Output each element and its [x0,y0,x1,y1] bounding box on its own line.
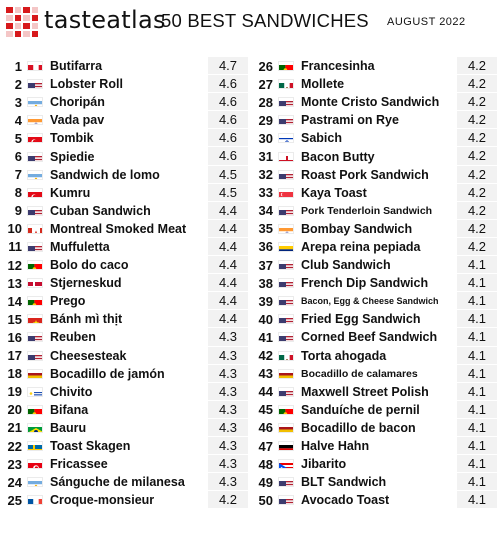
rating-score: 4.1 [457,473,497,491]
list-item [0,419,248,437]
rating-score: 4.2 [457,57,497,75]
sandwich-name: Sandwich de lomo [50,167,160,182]
sandwich-name: Bocadillo de jamón [50,366,165,381]
rank-number: 37 [258,257,273,273]
list-item [251,274,497,292]
list-item [251,256,497,274]
header [0,0,497,46]
list-item [251,166,497,184]
flag-peru-icon [27,61,43,71]
rank-number: 22 [7,438,22,454]
list-item [0,147,248,165]
sandwich-name: French Dip Sandwich [301,276,429,291]
rating-score: 4.1 [457,491,497,509]
sandwich-name: Kumru [50,185,91,200]
flag-usa-icon [278,332,294,342]
flag-portugal-icon [278,61,294,71]
flag-usa-icon [278,260,294,270]
rating-score: 4.2 [208,491,248,509]
page-title: 50 BEST SANDWICHES [161,10,369,31]
list-item [251,147,497,165]
ranking-list-left [0,57,248,509]
list-item [0,75,248,93]
flag-mexico-icon [278,79,294,89]
flag-singapore-icon [278,188,294,198]
rating-score: 4.3 [208,328,248,346]
flag-turkey-icon [27,133,43,143]
sandwich-name: Bánh mì thịt [50,312,123,327]
rank-number: 23 [7,456,22,472]
list-item [251,328,497,346]
rating-score: 4.2 [457,147,497,165]
sandwich-name: Stjerneskud [50,276,122,291]
list-item [251,455,497,473]
sandwich-name: Reuben [50,330,96,345]
list-item [0,310,248,328]
rank-number: 25 [7,492,22,508]
sandwich-name: Bocadillo de calamares [301,367,418,380]
list-item [0,166,248,184]
sandwich-name: Choripán [50,95,105,110]
sandwich-name: Chivito [50,384,93,399]
sandwich-name: Toast Skagen [50,439,131,454]
flag-spain-icon [27,369,43,379]
sandwich-name: Bocadillo de bacon [301,420,416,435]
flag-israel-icon [278,133,294,143]
tasteatlas-logo-icon [6,7,38,37]
sandwich-name: Mollete [301,77,345,92]
rank-number: 6 [14,149,22,165]
sandwich-name: Torta ahogada [301,348,387,363]
sandwich-name: Pork Tenderloin Sandwich [301,204,433,217]
flag-india-icon [278,224,294,234]
rank-number: 19 [7,384,22,400]
rating-score: 4.2 [457,129,497,147]
sandwich-name: Cheesesteak [50,348,127,363]
list-item [0,347,248,365]
rank-number: 15 [7,311,22,327]
rating-score: 4.4 [208,274,248,292]
list-item [0,111,248,129]
flag-uruguay-icon [27,387,43,397]
rank-number: 44 [258,384,273,400]
rating-score: 4.4 [208,202,248,220]
flag-usa-icon [27,332,43,342]
list-item [251,437,497,455]
rank-number: 40 [258,311,273,327]
sandwich-name: Kaya Toast [301,185,367,200]
sandwich-name: Sabich [301,131,342,146]
sandwich-name: Maxwell Street Polish [301,384,429,399]
rating-score: 4.3 [208,365,248,383]
list-item [251,75,497,93]
list-item [251,491,497,509]
sandwich-name: Lobster Roll [50,77,123,92]
list-item [251,220,497,238]
flag-usa-icon [278,206,294,216]
rank-number: 47 [258,438,273,454]
flag-portugal-icon [278,405,294,415]
flag-usa-icon [27,206,43,216]
sandwich-name: Bacon, Egg & Cheese Sandwich [301,296,439,307]
rank-number: 17 [7,348,22,364]
rating-score: 4.5 [208,166,248,184]
sandwich-name: Muffuletta [50,239,110,254]
list-item [251,292,497,310]
rank-number: 32 [258,167,273,183]
flag-vietnam-icon [27,314,43,324]
flag-mexico-icon [278,351,294,361]
rank-number: 43 [258,366,273,382]
sandwich-name: Croque-monsieur [50,493,155,508]
list-item [0,256,248,274]
list-item [251,184,497,202]
rating-score: 4.7 [208,57,248,75]
rating-score: 4.2 [457,111,497,129]
list-item [251,202,497,220]
flag-usa-icon [278,115,294,125]
rating-score: 4.1 [457,365,497,383]
flag-usa-icon [278,296,294,306]
rank-number: 21 [7,420,22,436]
sandwich-name: Avocado Toast [301,493,390,508]
flag-spain-icon [278,423,294,433]
rating-score: 4.2 [457,75,497,93]
list-item [0,365,248,383]
rank-number: 9 [14,203,22,219]
rating-score: 4.1 [457,256,497,274]
rank-number: 49 [258,474,273,490]
flag-germany-icon [278,441,294,451]
flag-portugal-icon [27,405,43,415]
rank-number: 18 [7,366,22,382]
rating-score: 4.4 [208,220,248,238]
rating-score: 4.2 [457,220,497,238]
rank-number: 1 [14,58,22,74]
rating-score: 4.3 [208,437,248,455]
sandwich-name: Prego [50,294,86,309]
flag-brazil-icon [27,423,43,433]
list-item [0,202,248,220]
sandwich-name: Bifana [50,402,89,417]
rating-score: 4.3 [208,401,248,419]
ranking-list-right [251,57,497,509]
list-item [251,401,497,419]
flag-france-icon [27,495,43,505]
rank-number: 8 [14,185,22,201]
rank-number: 4 [14,112,22,128]
flag-usa-icon [278,387,294,397]
flag-england-icon [278,152,294,162]
sandwich-name: Club Sandwich [301,258,391,273]
flag-usa-icon [278,170,294,180]
sandwich-name: Fricassee [50,457,108,472]
sandwich-name: Halve Hahn [301,439,370,454]
flag-portugal-icon [27,296,43,306]
rating-score: 4.1 [457,347,497,365]
flag-usa-icon [27,351,43,361]
list-item [0,491,248,509]
sandwich-name: Jibarito [301,457,347,472]
list-item [0,274,248,292]
list-item [0,383,248,401]
rank-number: 5 [14,130,22,146]
flag-usa-icon [278,495,294,505]
list-item [0,184,248,202]
rank-number: 27 [258,76,273,92]
rank-number: 20 [7,402,22,418]
list-item [0,93,248,111]
list-item [251,365,497,383]
rating-score: 4.1 [457,401,497,419]
rating-score: 4.2 [457,166,497,184]
rating-score: 4.4 [208,256,248,274]
rating-score: 4.4 [208,310,248,328]
list-item [0,401,248,419]
list-item [251,310,497,328]
list-item [251,93,497,111]
sandwich-name: Bolo do caco [50,258,129,273]
rank-number: 36 [258,239,273,255]
list-item [0,220,248,238]
sandwich-name: Francesinha [301,59,375,74]
rating-score: 4.3 [208,347,248,365]
flag-argentina-icon [27,477,43,487]
rating-score: 4.2 [457,184,497,202]
list-item [0,129,248,147]
rating-score: 4.4 [208,292,248,310]
rating-score: 4.2 [457,93,497,111]
date-label: AUGUST 2022 [387,16,466,28]
sandwich-name: Cuban Sandwich [50,203,151,218]
flag-usa-icon [278,477,294,487]
sandwich-name: Montreal Smoked Meat [50,221,187,236]
list-item [0,473,248,491]
sandwich-name: Tombik [50,131,94,146]
rank-number: 50 [258,492,273,508]
rank-number: 7 [14,167,22,183]
sandwich-name: Fried Egg Sandwich [301,312,421,327]
flag-argentina-icon [27,97,43,107]
sandwich-name: Vada pav [50,113,105,128]
rank-number: 12 [7,257,22,273]
sandwich-name: Pastrami on Rye [301,113,399,128]
sandwich-name: Bauru [50,420,87,435]
sandwich-name: Arepa reina pepiada [301,239,421,254]
list-item [0,328,248,346]
rating-score: 4.2 [457,238,497,256]
list-item [251,419,497,437]
sandwich-name: Spiedie [50,149,95,164]
list-item [0,238,248,256]
sandwich-name: Bombay Sandwich [301,221,413,236]
list-item [0,292,248,310]
sandwich-name: Bacon Butty [301,149,375,164]
list-item [251,129,497,147]
rating-score: 4.2 [457,202,497,220]
list-item [251,57,497,75]
brand-name: tasteatlas [44,6,166,34]
list-item [251,238,497,256]
rank-number: 45 [258,402,273,418]
flag-canada-icon [27,224,43,234]
list-item [251,111,497,129]
rating-score: 4.3 [208,419,248,437]
rating-score: 4.1 [457,310,497,328]
rank-number: 24 [7,474,22,490]
rank-number: 29 [258,112,273,128]
list-item [0,57,248,75]
rating-score: 4.1 [457,328,497,346]
rank-number: 39 [258,293,273,309]
sandwich-name: Corned Beef Sandwich [301,330,438,345]
flag-usa-icon [27,242,43,252]
sandwich-name: Monte Cristo Sandwich [301,95,440,110]
flag-tunisia-icon [27,459,43,469]
rating-score: 4.6 [208,75,248,93]
flag-spain-icon [278,369,294,379]
flag-portugal-icon [27,260,43,270]
rank-number: 38 [258,275,273,291]
list-item [251,347,497,365]
rank-number: 46 [258,420,273,436]
rating-score: 4.1 [457,292,497,310]
rating-score: 4.1 [457,437,497,455]
flag-india-icon [27,115,43,125]
rank-number: 41 [258,329,273,345]
rating-score: 4.1 [457,274,497,292]
rank-number: 10 [7,221,22,237]
flag-denmark-icon [27,278,43,288]
sandwich-name: BLT Sandwich [301,475,387,490]
rank-number: 11 [8,239,22,255]
rank-number: 2 [14,76,22,92]
rating-score: 4.1 [457,455,497,473]
flag-usa-icon [278,278,294,288]
flag-usa-icon [27,79,43,89]
flag-usa-icon [27,152,43,162]
flag-puerto-rico-icon [278,459,294,469]
flag-argentina-icon [27,170,43,180]
rating-score: 4.5 [208,184,248,202]
flag-usa-icon [278,97,294,107]
rating-score: 4.1 [457,383,497,401]
sandwich-name: Sánguche de milanesa [50,475,185,490]
sandwich-name: Roast Pork Sandwich [301,167,429,182]
rank-number: 13 [7,275,22,291]
flag-usa-icon [278,314,294,324]
rank-number: 14 [7,293,22,309]
rating-score: 4.6 [208,111,248,129]
rank-number: 30 [258,130,273,146]
list-item [251,473,497,491]
flag-turkey-icon [27,188,43,198]
rank-number: 42 [258,348,273,364]
rank-number: 28 [258,94,273,110]
rank-number: 33 [258,185,273,201]
rating-score: 4.6 [208,93,248,111]
rank-number: 34 [258,203,273,219]
rank-number: 3 [14,94,22,110]
rating-score: 4.6 [208,147,248,165]
list-item [0,455,248,473]
rank-number: 16 [7,329,22,345]
rating-score: 4.3 [208,383,248,401]
rating-score: 4.4 [208,238,248,256]
flag-venezuela-icon [278,242,294,252]
rank-number: 48 [258,456,273,472]
rank-number: 35 [258,221,273,237]
rating-score: 4.3 [208,455,248,473]
rank-number: 26 [258,58,273,74]
rating-score: 4.6 [208,129,248,147]
flag-sweden-icon [27,441,43,451]
rating-score: 4.3 [208,473,248,491]
sandwich-name: Butifarra [50,59,103,74]
sandwich-name: Sanduíche de pernil [301,402,420,417]
list-item [0,437,248,455]
rank-number: 31 [258,149,273,165]
list-item [251,383,497,401]
rating-score: 4.1 [457,419,497,437]
